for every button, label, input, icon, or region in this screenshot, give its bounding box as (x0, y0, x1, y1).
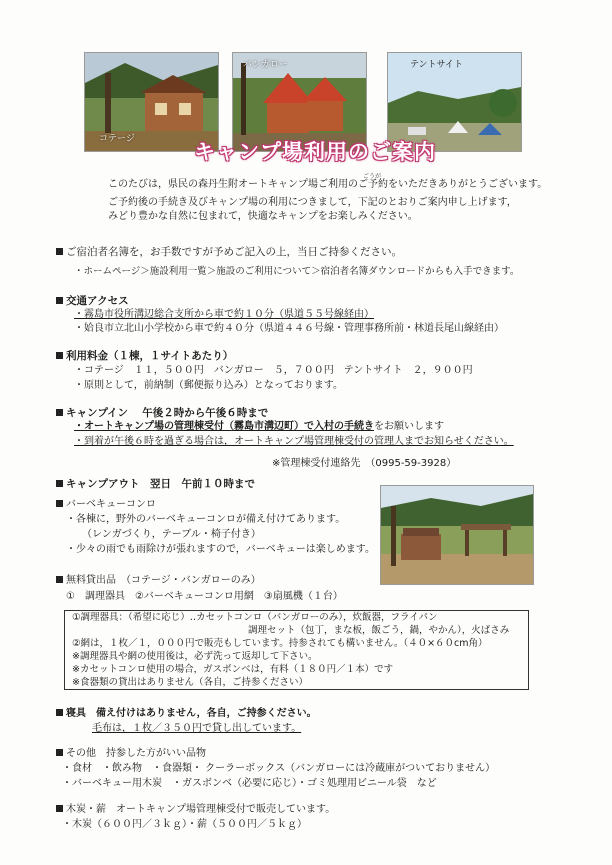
access-line-1: ・霧島市役所溝辺総合支所から車で約１０分（県道５５号線経由） (74, 309, 374, 320)
tent-site-caption: テントサイト (410, 60, 463, 70)
charcoal-line: ・木炭（６００円／３ｋｇ）・薪（５００円／５ｋｇ） (62, 819, 307, 830)
bullet-square (56, 500, 63, 507)
checkin-heading: キャンプイン 午後２時から午後６時まで (56, 406, 268, 420)
intro-line-1: このたびは，県民の森丹生附オートキャンプ場ご利用のご予約をいただきありがとうございます。 (108, 179, 548, 190)
bedding-heading: 寝具 備え付けはありません，各自，ご持参ください。 (56, 707, 317, 721)
bullet-square (56, 709, 63, 716)
bullet-square (56, 409, 63, 416)
rental-box-line-3: ②網は，１枚／１，０００円で販売もしています。持参されても構いません。（４０×６０cm角） (72, 638, 488, 649)
bullet-square (56, 576, 63, 583)
rental-box-line-6: ※食器類の貸出はありません（各自，ご持参ください） (72, 677, 308, 688)
access-line-2: ・姶良市立北山小学校から車で約４０分（県道４４６号線・管理事務所前・林道長尾山線経由） (74, 323, 504, 334)
guest-list-heading: ご宿泊者名簿を，お手数ですが予めご記入の上，当日ご持参ください。 (56, 245, 402, 259)
rental-box-line-1: ①調理器具：（希望に応じ）‥カセットコンロ（バンガローのみ），炊飯器，フライパン (72, 612, 438, 623)
bungalow-caption: バンガロー (243, 60, 289, 70)
bullet-square (56, 297, 63, 304)
bbq-heading: バーベキューコンロ (56, 498, 156, 512)
intro-line-3: みどり豊かな自然に包まれて，快適なキャンプをお楽しみください。 (108, 211, 418, 222)
fees-line-1: ・コテージ １１，５００円 バンガロー ５，７００円 テントサイト ２，９００円 (74, 365, 473, 376)
rental-heading: 無料貸出品 （コテージ・バンガローのみ） (56, 574, 261, 588)
cottage-caption: コテージ (99, 134, 135, 144)
title-ruby: ごうが (363, 173, 382, 180)
checkin-line-1: ・オートキャンプ場の管理棟受付（霧島市溝辺町）で入村の手続きをお願いします (74, 421, 444, 432)
bbq-line-1: ・各棟に，野外のバーベキューコンロが備え付けてあります。 (66, 514, 346, 525)
others-heading: その他 持参した方がいい品物 (56, 747, 206, 761)
checkin-line-2: ・到着が午後６時を過ぎる場合は，オートキャンプ場管理棟受付の管理人までお知らせください。 (74, 436, 514, 447)
rental-items: ① 調理器具 ②バーベキューコンロ用網 ③扇風機（１台） (66, 591, 343, 602)
checkin-contact: ※管理棟受付連絡先 （0995-59-3928） (272, 458, 457, 469)
bullet-square (56, 749, 63, 756)
rental-box-line-4: ※調理器具や網の使用後は，必ず洗って返却して下さい。 (72, 651, 318, 662)
checkout-heading: キャンプアウト 翌日 午前１０時まで (56, 477, 255, 491)
charcoal-heading: 木炭・薪 オートキャンプ場管理棟受付で販売しています。 (56, 803, 335, 817)
bullet-square (56, 805, 63, 812)
bbq-photo (380, 485, 534, 585)
bullet-square (56, 352, 63, 359)
guest-list-note: ・ホームページ＞施設利用一覧＞施設のご利用について＞宿泊者名簿ダウンロードからも入手できます。 (74, 266, 520, 277)
rental-box-line-5: ※カセットコンロ使用の場合，ガスボンベは，有料（１８０円／１本）です (72, 664, 394, 675)
bullet-square (56, 480, 63, 487)
bbq-line-2: （レンガづくり，テーブル・椅子付き） (82, 529, 261, 540)
fees-line-2: ・原則として，前納制（郵便振り込み）となっております。 (74, 380, 343, 391)
fees-heading: 利用料金（１棟，１サイトあたり） (56, 349, 233, 363)
bbq-line-3: ・少々の雨でも雨除けが張れますので，バーベキューは楽しめます。 (66, 544, 375, 555)
bullet-square (56, 248, 63, 255)
others-line-1: ・食材 ・飲み物 ・食器類・ クーラーボックス（バンガローには冷蔵庫がついておりません） (62, 763, 496, 774)
others-line-2: ・バーベキュー用木炭 ・ガスボンベ（必要に応じ）・ゴミ処理用ビニール袋 など (62, 778, 437, 789)
bedding-line: 毛布は，１枚／３５０円で貸し出しています。 (92, 723, 302, 734)
rental-box-line-2: 調理セット（包丁，まな板，飯ごう，鍋，やかん），火ばさみ (248, 625, 510, 636)
intro-line-2: ご予約後の手続き及びキャンプ場の利用につきまして，下記のとおりご案内申し上げます， (108, 197, 517, 208)
access-heading: 交通アクセス (56, 294, 129, 308)
page-title: キャンプ場利用のご案内 (194, 140, 436, 164)
